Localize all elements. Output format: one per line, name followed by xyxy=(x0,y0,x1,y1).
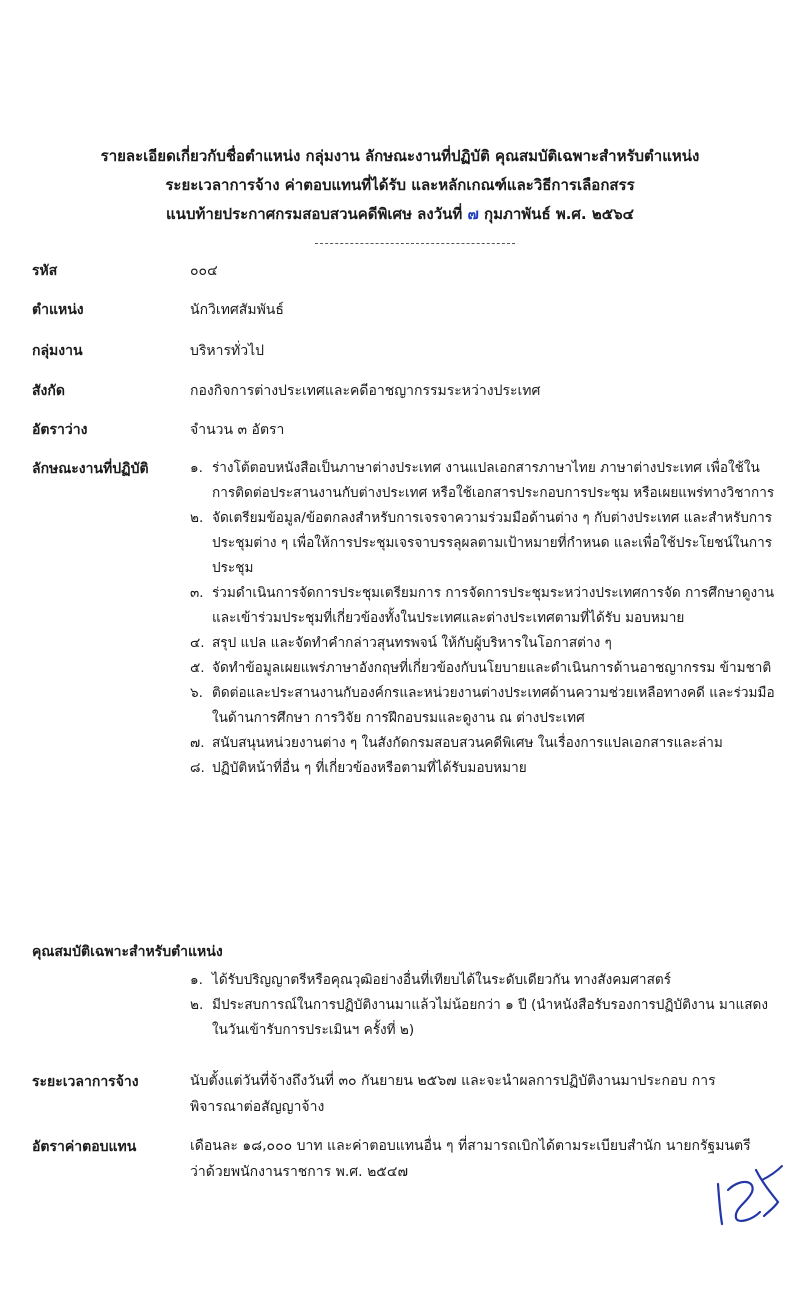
item-text: ติดต่อและประสานงานกับองค์กรและหน่วยงานต่างประเทศด้านความช่วยเหลือทางคดี และร่วมมือในด้านการศึกษา การวิจัย การฝึกอบรมและดูงาน ณ ต่างประเทศ xyxy=(212,685,775,726)
title-divider xyxy=(315,243,515,244)
item-number: ๒. xyxy=(190,997,204,1013)
list-item xyxy=(190,581,778,631)
employment-period-label: ระยะเวลาการจ้าง xyxy=(32,1074,139,1090)
position-label: ตำแหน่ง xyxy=(32,302,84,318)
compensation-value: เดือนละ ๑๘,๐๐๐ บาท และค่าตอบแทนอื่น ๆ ที่สามารถเบิกได้ตามระเบียบสำนัก นายกรัฐมนตรีว่าด้วยพนักงานราชการ พ.ศ. ๒๕๔๗ xyxy=(190,1138,751,1180)
vacancy-value: จำนวน ๓ อัตรา xyxy=(190,422,285,438)
position-value: นักวิเทศสัมพันธ์ xyxy=(190,302,284,318)
affiliation-value: กองกิจการต่างประเทศและคดีอาชญากรรมระหว่างประเทศ xyxy=(190,383,541,399)
compensation-label: อัตราค่าตอบแทน xyxy=(32,1139,137,1155)
code-label: รหัส xyxy=(32,263,58,279)
list-item xyxy=(190,456,778,506)
qualifications-list xyxy=(190,968,778,1043)
item-number: ๘. xyxy=(190,760,205,776)
qualifications-label: คุณสมบัติเฉพาะสำหรับตำแหน่ง xyxy=(32,944,223,960)
list-item xyxy=(190,756,778,781)
item-number: ๒. xyxy=(190,510,204,526)
announcement-day: ๗ xyxy=(467,205,479,223)
affiliation-label: สังกัด xyxy=(32,383,65,399)
list-item xyxy=(190,656,778,681)
employment-period-value: นับตั้งแต่วันที่จ้างถึงวันที่ ๓๐ กันยายน ๒๕๖๗ และจะนำผลการปฏิบัติงานมาประกอบ การพิจารณาต่อสัญญาจ้าง xyxy=(190,1073,716,1115)
item-text: ปฏิบัติหน้าที่อื่น ๆ ที่เกี่ยวข้องหรือตามที่ได้รับมอบหมาย xyxy=(212,760,527,776)
item-number: ๗. xyxy=(190,735,205,751)
item-text: มีประสบการณ์ในการปฏิบัติงานมาแล้วไม่น้อยกว่า ๑ ปี (นำหนังสือรับรองการปฏิบัติงาน มาแสดงในวันเข้ารับการประเมินฯ ครั้งที่ ๒) xyxy=(212,997,769,1038)
item-text: ได้รับปริญญาตรีหรือคุณวุฒิอย่างอื่นที่เทียบได้ในระดับเดียวกัน ทางสังคมศาสตร์ xyxy=(212,972,671,988)
list-item xyxy=(190,631,778,656)
title-line-3 xyxy=(30,200,770,229)
item-number: ๕. xyxy=(190,660,205,676)
title-line-2: ระยะเวลาการจ้าง ค่าตอบแทนที่ได้รับ และหลักเกณฑ์และวิธีการเลือกสรร xyxy=(165,176,635,194)
list-item xyxy=(190,731,778,756)
item-text: จัดทำข้อมูลเผยแพร่ภาษาอังกฤษที่เกี่ยวข้องกับนโยบายและดำเนินการด้านอาชญากรรม ข้ามชาติ xyxy=(212,660,772,676)
item-number: ๑. xyxy=(190,972,203,988)
group-value: บริหารทั่วไป xyxy=(190,343,265,359)
item-text: สรุป แปล และจัดทำคำกล่าวสุนทรพจน์ ให้กับผู้บริหารในโอกาสต่าง ๆ xyxy=(212,635,612,651)
signature-icon xyxy=(712,1162,784,1228)
item-number: ๔. xyxy=(190,635,205,651)
list-item xyxy=(190,993,778,1043)
vacancy-label: อัตราว่าง xyxy=(32,422,88,438)
document-title xyxy=(30,142,770,229)
item-text: สนับสนุนหน่วยงานต่าง ๆ ในสังกัดกรมสอบสวนคดีพิเศษ ในเรื่องการแปลเอกสารและล่าม xyxy=(212,735,723,751)
item-text: จัดเตรียมข้อมูล/ข้อตกลงสำหรับการเจรจาความร่วมมือด้านต่าง ๆ กับต่างประเทศ และสำหรับการประชุมต่าง ๆ เพื่อให้การประชุมเจรจาบรรลุผลตามเป้าหมายที่กำหนด และเพื่อใช้ประโยชน์ในการประชุม xyxy=(212,510,773,576)
title-line-1: รายละเอียดเกี่ยวกับชื่อตำแหน่ง กลุ่มงาน ลักษณะงานที่ปฏิบัติ คุณสมบัติเฉพาะสำหรับตำแหน่ง xyxy=(100,147,700,165)
list-item xyxy=(190,968,778,993)
list-item xyxy=(190,681,778,731)
group-label: กลุ่มงาน xyxy=(32,343,83,359)
list-item xyxy=(190,506,778,581)
title-line-3-prefix: แนบท้ายประกาศกรมสอบสวนคดีพิเศษ ลงวันที่ xyxy=(166,205,463,223)
duties-list xyxy=(190,456,778,781)
item-number: ๓. xyxy=(190,585,204,601)
code-value: ๐๐๔ xyxy=(190,263,218,279)
item-text: ร่วมดำเนินการจัดการประชุมเตรียมการ การจัดการประชุมระหว่างประเทศการจัด การศึกษาดูงานและเข้าร่วมประชุมที่เกี่ยวข้องทั้งในประเทศและต่างประเทศตามที่ได้รับ มอบหมาย xyxy=(212,585,775,626)
item-text: ร่างโต้ตอบหนังสือเป็นภาษาต่างประเทศ งานแปลเอกสารภาษาไทย ภาษาต่างประเทศ เพื่อใช้ในการติดต่อประสานงานกับต่างประเทศ หรือใช้เอกสารประกอบการประชุม หรือเผยแพร่ทางวิชาการ xyxy=(212,460,775,501)
item-number: ๑. xyxy=(190,460,203,476)
duties-label: ลักษณะงานที่ปฏิบัติ xyxy=(32,461,149,477)
item-number: ๖. xyxy=(190,685,203,701)
title-line-3-suffix: กุมภาพันธ์ พ.ศ. ๒๕๖๔ xyxy=(484,205,634,223)
